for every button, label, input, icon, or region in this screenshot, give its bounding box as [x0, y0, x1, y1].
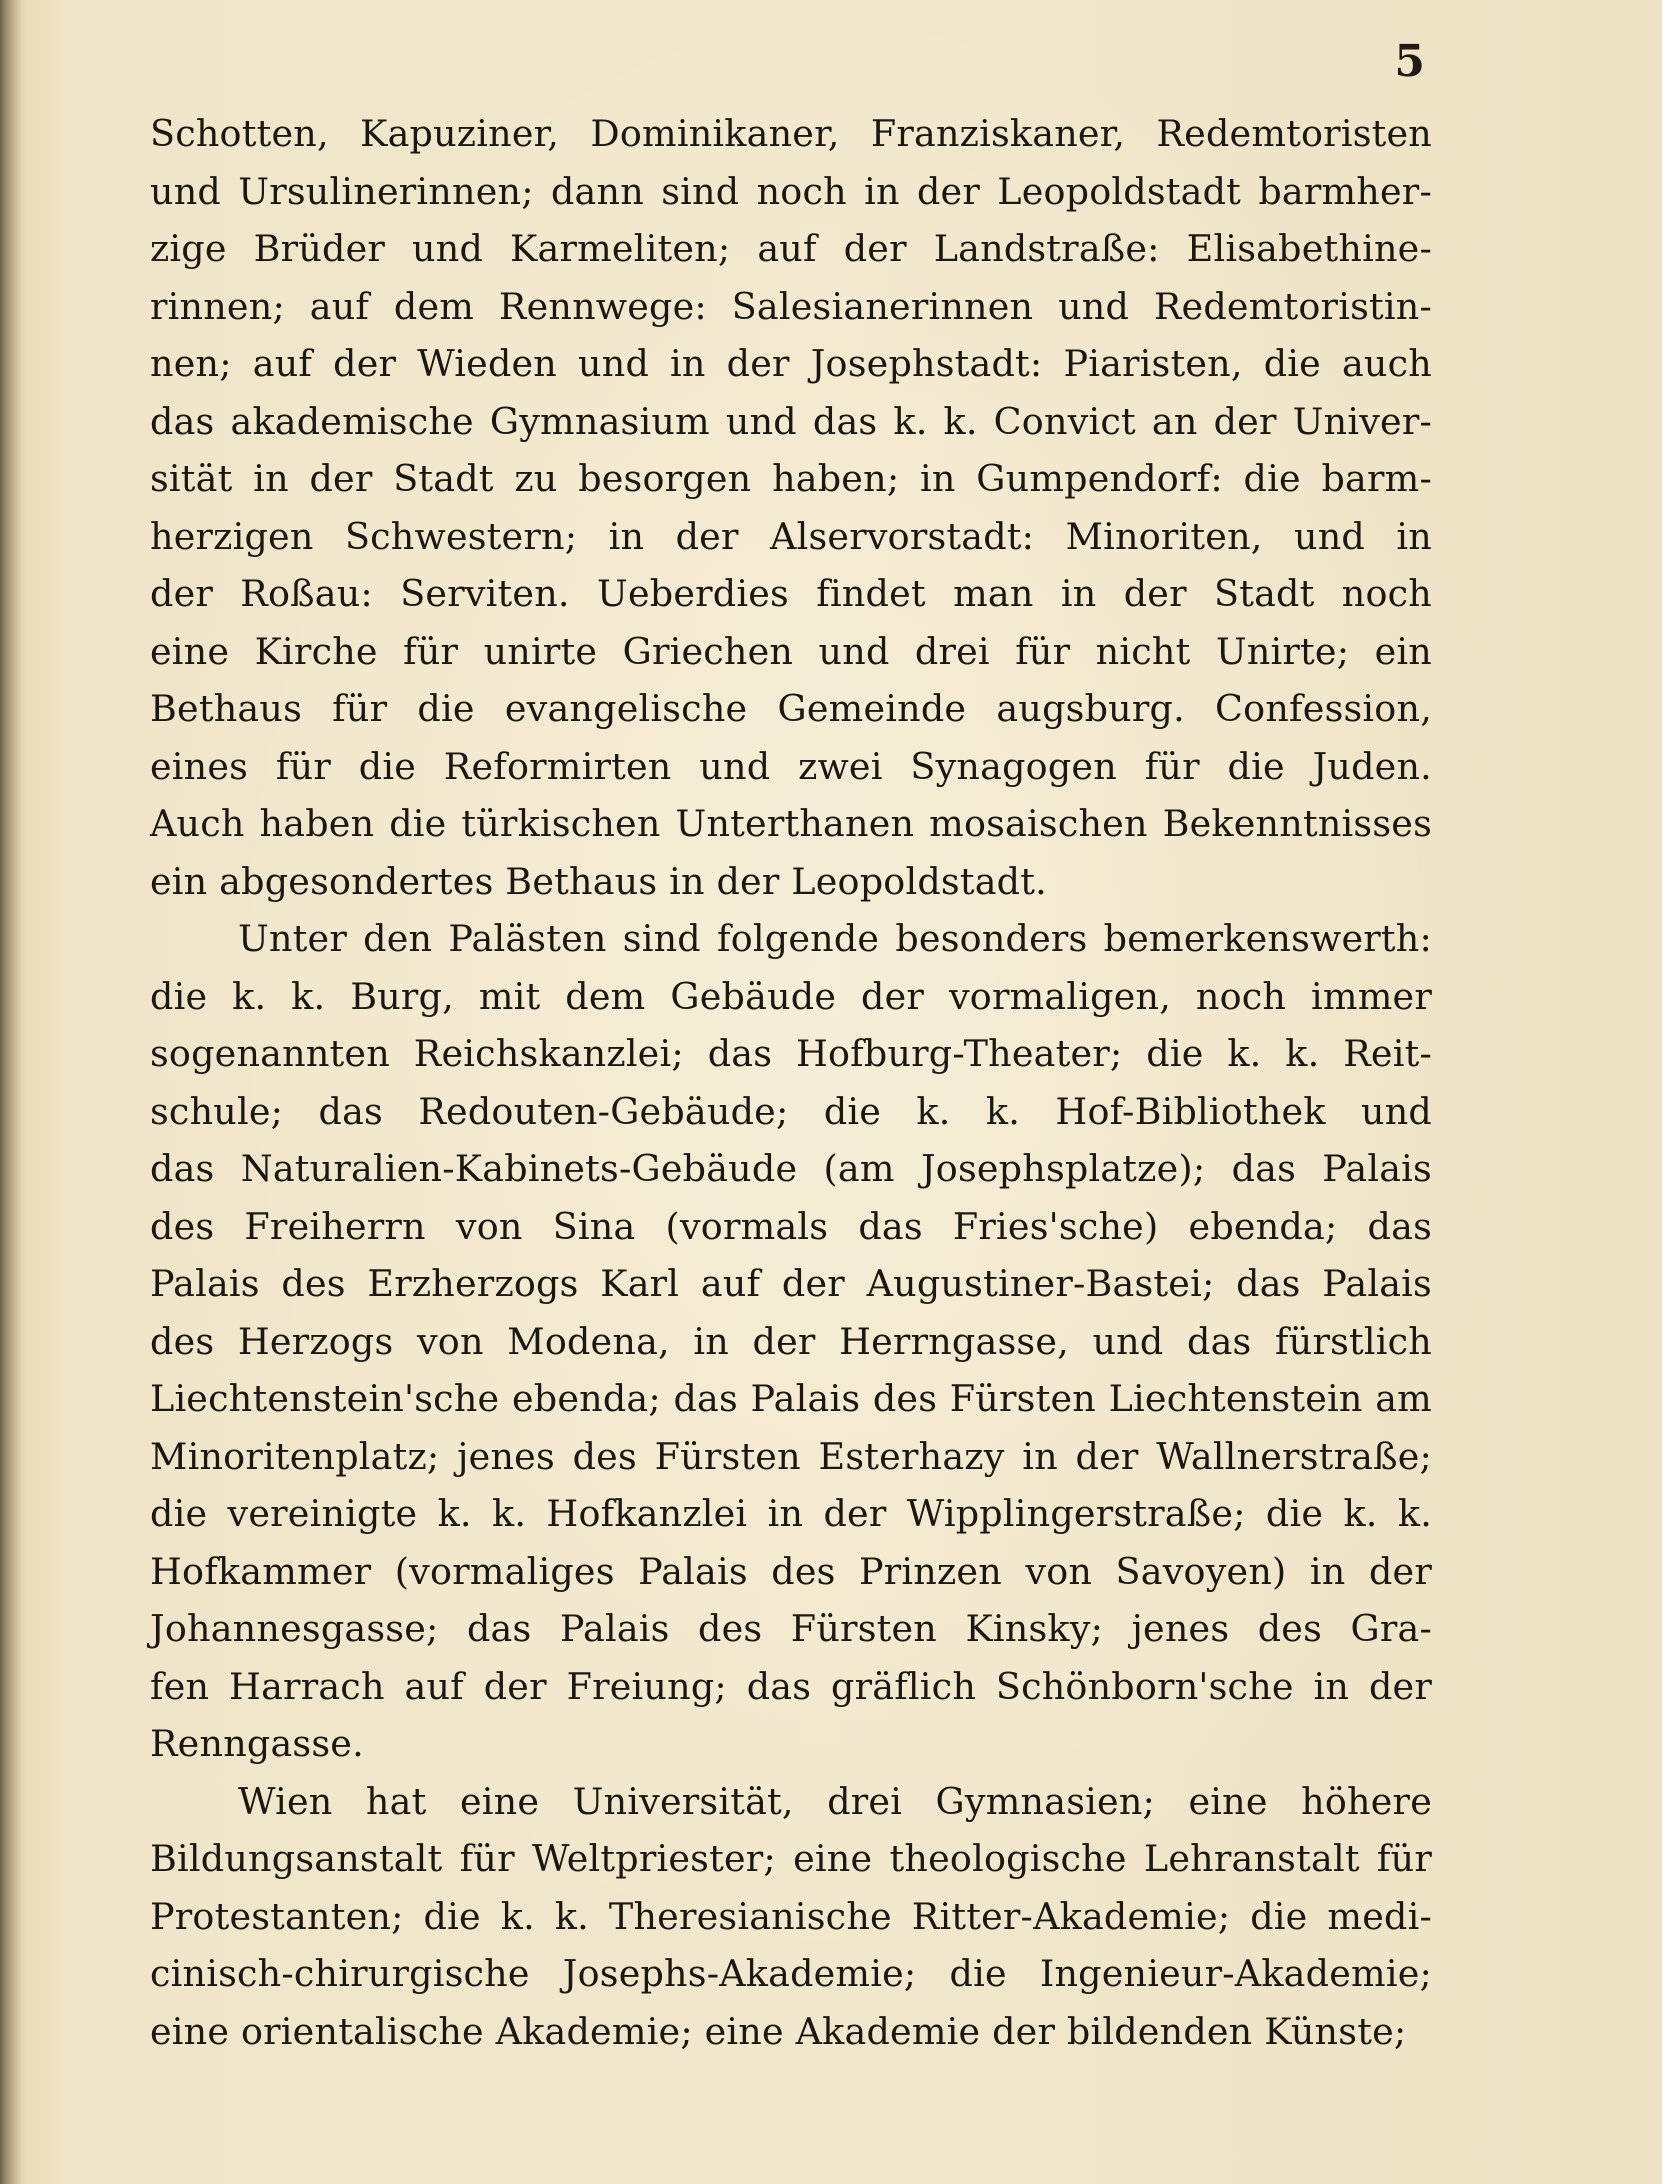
text-line: Protestanten; die k. k. Theresianische Ritter-Akademie; die medi-: [150, 1894, 1432, 1938]
text-line: das akademische Gymnasium und das k. k. Convict an der Univer-: [150, 399, 1432, 443]
text-line: schule; das Redouten-Gebäude; die k. k. Hof-Bibliothek und: [150, 1089, 1432, 1133]
text-line: das Naturalien-Kabinets-Gebäude (am Josephsplatze); das Palais: [150, 1147, 1432, 1190]
paragraph: [150, 105, 1432, 910]
text-line: ein abgesondertes Bethaus in der Leopoldstadt.: [150, 859, 1047, 903]
text-line: sogenannten Reichskanzlei; das Hofburg-Theater; die k. k. Reit-: [150, 1032, 1432, 1075]
text-line: Auch haben die türkischen Unterthanen mosaischen Bekenntnisses: [150, 802, 1432, 845]
text-line: die k. k. Burg, mit dem Gebäude der vormaligen, noch immer: [150, 974, 1432, 1018]
text-line: und Ursulinerinnen; dann sind noch in der Leopoldstadt barmher-: [150, 169, 1432, 213]
paragraph: [150, 910, 1432, 1773]
text-line: rinnen; auf dem Rennwege: Salesianerinnen und Redemtoristin-: [150, 284, 1432, 328]
text-line: Bildungsanstalt für Weltpriester; eine theologische Lehranstalt für: [150, 1837, 1432, 1880]
text-line: die vereinigte k. k. Hofkanzlei in der Wipplingerstraße; die k. k.: [150, 1492, 1432, 1535]
text-line: fen Harrach auf der Freiung; das gräflich Schönborn'sche in der: [150, 1664, 1432, 1708]
text-line: sität in der Stadt zu besorgen haben; in Gumpendorf: die barm-: [150, 457, 1432, 500]
text-line: eines für die Reformirten und zwei Synagogen für die Juden.: [150, 744, 1432, 788]
binding-edge: [0, 0, 22, 2184]
text-line: Hofkammer (vormaliges Palais des Prinzen von Savoyen) in der: [150, 1549, 1432, 1593]
text-line: Liechtenstein'sche ebenda; das Palais des Fürsten Liechtenstein am: [150, 1377, 1432, 1420]
text-line: Unter den Palästen sind folgende besonders bemerkenswerth:: [238, 917, 1432, 960]
text-line: Renngasse.: [150, 1722, 364, 1765]
text-line: Bethaus für die evangelische Gemeinde augsburg. Confession,: [150, 687, 1432, 730]
text-line: Johannesgasse; das Palais des Fürsten Kinsky; jenes des Gra-: [150, 1607, 1432, 1650]
text-line: eine orientalische Akademie; eine Akademie der bildenden Künste;: [150, 2009, 1407, 2053]
text-line: Minoritenplatz; jenes des Fürsten Esterhazy in der Wallnerstraße;: [150, 1434, 1432, 1478]
text-line: herzigen Schwestern; in der Alservorstadt: Minoriten, und in: [150, 514, 1432, 558]
text-line: Schotten, Kapuziner, Dominikaner, Franziskaner, Redemtoristen: [150, 112, 1432, 155]
page-number: 5: [1394, 36, 1425, 87]
text-line: nen; auf der Wieden und in der Josephstadt: Piaristen, die auch: [150, 342, 1432, 385]
text-line: eine Kirche für unirte Griechen und drei für nicht Unirte; ein: [150, 629, 1432, 673]
text-line: cinisch-chirurgische Josephs-Akademie; die Ingenieur-Akademie;: [150, 1952, 1432, 1995]
paragraph: [150, 1773, 1432, 2061]
text-line: Wien hat eine Universität, drei Gymnasien; eine höhere: [238, 1779, 1432, 1823]
body-text: [150, 105, 1432, 2060]
text-line: zige Brüder und Karmeliten; auf der Landstraße: Elisabethine-: [150, 227, 1432, 270]
text-line: des Herzogs von Modena, in der Herrngasse, und das fürstlich: [150, 1319, 1432, 1363]
text-line: Palais des Erzherzogs Karl auf der Augustiner-Bastei; das Palais: [150, 1262, 1432, 1305]
text-line: der Roßau: Serviten. Ueberdies findet man in der Stadt noch: [150, 572, 1432, 615]
text-line: des Freiherrn von Sina (vormals das Fries'sche) ebenda; das: [150, 1204, 1432, 1248]
